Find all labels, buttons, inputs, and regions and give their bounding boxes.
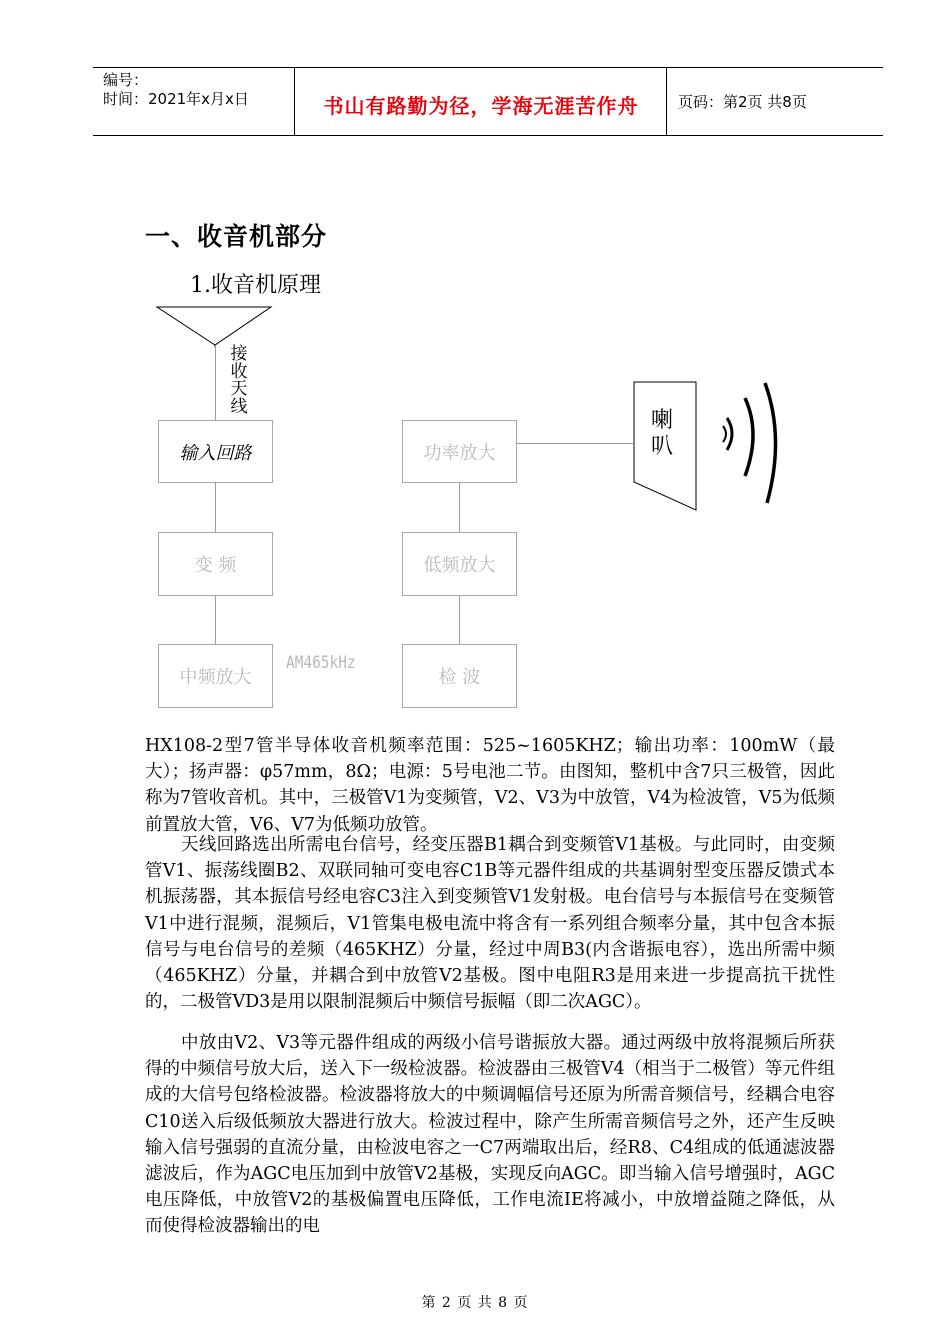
paragraph-if-detector: 中放由V2、V3等元器件组成的两级小信号谐振放大器。通过两级中放将混频后所获得的中频信号放大后，送入下一级检波器。检波器由三极管V4（相当于二极管）等元件组成的大信号包络检波器。检波器将放大的中频调幅信号还原为所需音频信号，经耦合电容C10送入后级低频放大器进行放大。检波过程中，除产生所需音频信号之外，还产生反映输入信号强弱的直流分量，由检波电容之一C7两端取出后，经R8、C4组成的低通滤波器滤波后，作为AGC电压加到中放管V2基极，实现反向AGC。即当输入信号增强时，AGC电压降低，中放管V2的基极偏置电压降低，工作电流IE将减小，中放增益随之降低，从而使得检波器输出的电 (145, 1033, 835, 1237)
paragraph-specs: HX108-2型7管半导体收音机频率范围：525~1605KHZ；输出功率：100mW（最大）；扬声器：φ57mm，8Ω；电源：5号电池二节。由图知，整机中含7只三极管，因此称为7管收音机。其中，三极管V1为变频管，V2、V3为中放管，V4为检波管，V5为低频前置放大管，V6、V7为低频功放管。 (145, 736, 835, 835)
if-amp-box: 中频放大 (158, 644, 273, 708)
lf-amp-box: 低频放大 (402, 532, 517, 596)
page-footer: 第 2 页 共 8 页 (421, 1295, 529, 1311)
section-title: 一、收音机部分 (145, 222, 328, 251)
header-bottom-rule (93, 135, 883, 136)
header-top-rule (93, 67, 883, 68)
sound-waves-icon (715, 378, 790, 508)
header-motto: 书山有路勤为径，学海无涯苦作舟 (323, 94, 639, 118)
connector-mixer-if (215, 596, 216, 644)
power-amp-box: 功率放大 (402, 420, 517, 483)
antenna-label: 接收天线 (230, 344, 248, 417)
connector-power-speaker (517, 443, 633, 444)
connector-input-mixer (215, 483, 216, 532)
connector-power-lf (459, 483, 460, 532)
subsection-title: 1.收音机原理 (190, 273, 321, 298)
speaker-label: 喇叭 (650, 408, 673, 459)
antenna-lead (215, 345, 216, 420)
header-time: 时间：2021年x月x日 (103, 90, 249, 108)
header-divider-left (294, 67, 295, 136)
detector-box: 检 波 (402, 644, 517, 708)
input-loop-box: 输入回路 (158, 420, 273, 483)
if-frequency-label: AM465kHz (286, 653, 356, 673)
header-serial: 编号： (103, 71, 149, 89)
mixer-box: 变 频 (158, 532, 273, 596)
header-page-number: 页码：第2页 共8页 (678, 93, 807, 111)
paragraph-antenna-mixer: 天线回路选出所需电台信号，经变压器B1耦合到变频管V1基极。与此同时，由变频管V1、振荡线圈B2、双联同轴可变电容C1B等元器件组成的共基调射型变压器反馈式本机振荡器，其本振信号经电容C3注入到变频管V1发射极。电台信号与本振信号在变频管V1中进行混频，混频后，V1管集电极电流中将含有一系列组合频率分量，其中包含本振信号与电台信号的差频（465KHZ）分量，经过中周B3(内含谐振电容），选出所需中频（465KHZ）分量，并耦合到中放管V2基极。图中电阻R3是用来进一步提高抗干扰性的，二极管VD3是用以限制混频后中频信号振幅（即二次AGC）。 (145, 835, 835, 1013)
header-divider-right (666, 67, 667, 136)
antenna-icon (155, 305, 275, 347)
connector-lf-detector (459, 596, 460, 644)
